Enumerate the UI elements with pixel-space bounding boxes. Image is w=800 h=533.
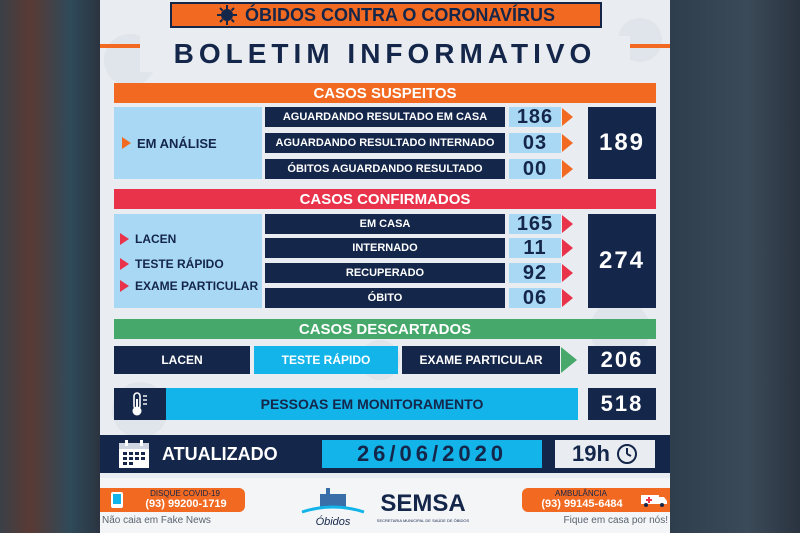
atualizado-date: 26/06/2020 <box>356 441 508 466</box>
ambulancia-box <box>522 488 670 512</box>
title-box <box>140 36 630 72</box>
ambulancia-phone: (93) 99145-6484 <box>541 498 623 510</box>
campaign-banner <box>170 2 602 28</box>
confirmados-total: 274 <box>588 214 656 308</box>
teste-rapido-label: TESTE RÁPIDO <box>135 257 224 271</box>
confirmados-row-value: 92 <box>509 263 561 283</box>
confirmados-row-label: INTERNADO <box>265 238 505 258</box>
ambulance-icon-box <box>640 491 668 509</box>
campaign-title: ÓBIDOS CONTRA O CORONAVÍRUS <box>244 4 555 25</box>
monitoramento-panel <box>166 388 578 420</box>
coronavirus-icon <box>217 5 237 25</box>
monitoramento-label: PESSOAS EM MONITORAMENTO <box>260 396 484 412</box>
thermometer-panel <box>114 388 166 420</box>
descartados-teste-rapido: TESTE RÁPIDO <box>254 346 398 374</box>
suspeitos-label-panel <box>114 107 262 179</box>
bullet-arrow-icon <box>120 233 129 245</box>
arrow-icon <box>562 239 573 257</box>
ambulance-icon <box>640 492 668 508</box>
suspeitos-row-value: 00 <box>509 159 561 179</box>
exame-particular-label: EXAME PARTICULAR <box>135 279 259 293</box>
bullet-arrow-icon <box>122 137 131 149</box>
atualizado-time: 19h <box>572 441 610 466</box>
disque-phone: (93) 99200-1719 <box>145 498 227 510</box>
list-item <box>120 230 262 255</box>
confirmados-row-label: ÓBITO <box>265 288 505 308</box>
ambulancia-label: AMBULÂNCIA <box>554 489 607 498</box>
suspeitos-row-label: AGUARDANDO RESULTADO INTERNADO <box>265 133 505 153</box>
blurred-background-left <box>0 0 100 533</box>
phone-icon-box <box>108 490 126 510</box>
monitoramento-total: 518 <box>588 388 656 420</box>
blurred-background-right <box>670 0 800 533</box>
lacen-label: LACEN <box>135 232 177 246</box>
suspeitos-total: 189 <box>588 107 656 179</box>
semsa-title: SEMSA <box>380 490 466 517</box>
atualizado-label-box <box>162 441 292 467</box>
confirmados-row-value: 06 <box>509 288 561 308</box>
descartados-title: CASOS DESCARTADOS <box>298 320 472 338</box>
confirmados-header <box>114 189 656 209</box>
calendar-icon-box <box>114 438 154 470</box>
confirmados-title: CASOS CONFIRMADOS <box>299 190 471 208</box>
bulletin-poster <box>100 0 670 533</box>
suspeitos-row-value: 03 <box>509 133 561 153</box>
arrow-icon <box>562 289 573 307</box>
semsa-subtitle: SECRETARIA MUNICIPAL DE SAÚDE DE ÓBIDOS <box>376 518 470 523</box>
obidos-logo-icon <box>298 488 368 518</box>
fique-em-casa-text: Fique em casa por nós! <box>563 515 668 526</box>
obidos-logo <box>298 488 368 530</box>
suspeitos-header <box>114 83 656 103</box>
descartados-exame-particular: EXAME PARTICULAR <box>402 346 560 374</box>
suspeitos-row-label: AGUARDANDO RESULTADO EM CASA <box>265 107 505 127</box>
confirmados-row-label: RECUPERADO <box>265 263 505 283</box>
arrow-icon <box>562 160 573 178</box>
arrow-icon <box>562 108 573 126</box>
em-analise-label: EM ANÁLISE <box>137 135 217 151</box>
bullet-arrow-icon <box>120 280 129 292</box>
clock-icon <box>616 443 638 465</box>
suspeitos-row-value: 186 <box>509 107 561 127</box>
calendar-icon <box>118 439 150 469</box>
atualizado-time-box <box>555 440 655 468</box>
suspeitos-title: CASOS SUSPEITOS <box>313 84 457 102</box>
list-item <box>120 255 262 277</box>
page-title: BOLETIM INFORMATIVO <box>173 38 597 69</box>
bullet-arrow-icon <box>120 258 129 270</box>
descartados-lacen: LACEN <box>114 346 250 374</box>
arrow-icon <box>562 134 573 152</box>
list-item <box>120 277 262 299</box>
descartados-header <box>114 319 656 339</box>
arrow-icon <box>562 215 573 233</box>
arrow-icon <box>561 347 577 373</box>
disque-label: DISQUE COVID-19 <box>150 489 220 498</box>
atualizado-label: ATUALIZADO <box>162 443 278 464</box>
confirmados-label-panel <box>114 214 262 308</box>
descartados-total: 206 <box>588 346 656 374</box>
suspeitos-row-label: ÓBITOS AGUARDANDO RESULTADO <box>265 159 505 179</box>
atualizado-date-box <box>322 440 542 468</box>
thermometer-icon <box>129 391 151 417</box>
confirmados-row-value: 165 <box>509 214 561 234</box>
disque-covid-box <box>100 488 245 512</box>
confirmados-row-label: EM CASA <box>265 214 505 234</box>
logo-city: Óbidos <box>315 516 351 528</box>
phone-icon <box>110 491 124 509</box>
confirmados-row-value: 11 <box>509 238 561 258</box>
arrow-icon <box>562 264 573 282</box>
fake-news-text: Não caia em Fake News <box>102 515 211 526</box>
